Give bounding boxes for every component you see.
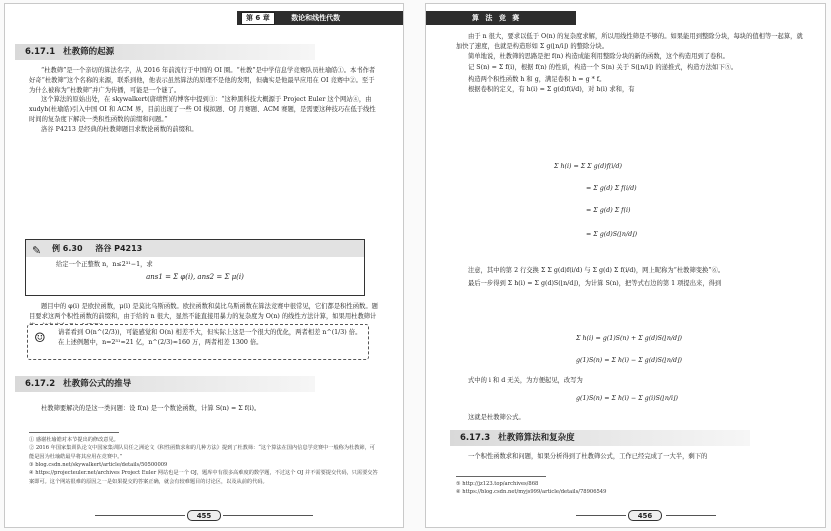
section-title: 杜教筛公式的推导: [63, 379, 132, 389]
paragraph: 由于 n 很大，要求以低于 O(n) 的复杂度求解，所以用线性筛是不够的。如果能用到整除分块，每块的值相等一起算，就加快了速度，也就是构造形如 Σ g(⌊n/i⌋) 的整除分块。: [456, 33, 803, 50]
section-title: 杜教筛的起源: [63, 47, 115, 57]
section-number: 6.17.1: [25, 47, 56, 57]
paragraph: 最后一步得到 Σ h(i) = Σ g(d)S(⌊n/d⌋)，为计算 S(n)，把等式右边的第 1 项提出来，得到: [468, 279, 722, 287]
footnote: ④ https://projecteuler.net/archives Project Euler 网站也是一个 OJ，题库中有很多高难度的数学题，不过这个 OJ 并不需要提交代码，只需要交答案即可。这个网站很难的原因之一是如果提交的答案正确，就会有较难题目的讨论区，以及从前的代码。: [29, 470, 378, 485]
divider: [223, 515, 313, 516]
footnote: ② 2016 年国家集训队论文中国家集训队员任之洲论文《积性函数求和的几种方法》提到了杜教筛：“这个算法在国内信息学竞赛中一般称为杜教筛，可能是因为杜瑜皓最早将其应用在竞赛中。”: [29, 445, 375, 460]
paragraph: 这个算法的原始出处，在 skywalkert(唐靖哲)的博客中提到③：“这种黑科技大概源于 Project Euler 这个网站④，由 xudyh(杜瑜皓)引入中国 OI 和 ACM 界，目前出现了一些 OI 模拟题、OJ 月赛题、ACM 赛题，是需要这种技巧在低于线性时间的复杂度下解决一类积性函数的前缀和问题。”: [29, 96, 376, 123]
section-number: 6.17.3: [460, 433, 491, 443]
reader-icon: ☺: [34, 331, 46, 346]
header-title: 算 法 竞 赛: [472, 14, 522, 22]
footnote-rule: [29, 432, 119, 433]
paragraph: 构造两个积性函数 h 和 g，满足卷积 h = g * f。: [468, 76, 606, 83]
example-name: 洛谷 P4213: [95, 244, 143, 253]
equation: = Σ g(d) Σ f(i/d): [586, 185, 637, 192]
paragraph: 式中的 i 和 d 无关，为方便起见，改写为: [468, 377, 583, 384]
paragraph: 注意，其中的第 2 行交换 Σ Σ g(d)f(i/d) 与 Σ g(d) Σ f(i/d)，网上昵称为“杜教筛变换”⑥。: [468, 267, 725, 274]
footnote: ③ blog.csdn.net/skywalkert/article/details/50500009: [29, 461, 168, 468]
body-text: [456, 266, 808, 289]
paragraph: 简单地说，杜教筛的思路是把 f(n) 构造成能利用整除分块的新的函数，这个构造用到了卷积。: [468, 52, 729, 60]
body-text: [456, 32, 808, 95]
divider: [666, 515, 716, 516]
page-number: 455: [187, 510, 221, 521]
example-formula: ans1 = Σ φ(i), ans2 = Σ μ(i): [146, 272, 244, 281]
note-text: 请者看到 O(n^(2/3))，可能感觉和 O(n) 相差不大，但实际上这是一个很大的优化，两者相差 n^(1/3) 倍。在上述例题中，n=2³¹≈21 亿，n^(2/3)≈160 万，两者相差 1300 倍。: [58, 329, 362, 346]
header-title: 数论和线性代数: [291, 14, 341, 22]
section-title: 杜教筛算法和复杂度: [498, 433, 575, 443]
footnote: ⑤ http://jz123.top/archives/868: [456, 481, 539, 487]
pencil-icon: ✎: [32, 244, 42, 257]
note-box: [27, 324, 369, 360]
example-statement: 给定一个正整数 n，n≤2³¹−1，求: [56, 261, 153, 268]
equation: Σ h(i) = g(1)S(n) + Σ g(d)S(⌊n/d⌋): [576, 335, 683, 342]
footnotes: [456, 480, 806, 497]
section-heading: [450, 430, 750, 446]
equation: = Σ g(d) Σ f(i): [586, 207, 631, 214]
paragraph: 洛谷 P4213 是经典的杜教筛题目求数论函数的前缀和。: [41, 125, 198, 133]
section-heading: [15, 44, 315, 60]
footnotes: [29, 436, 379, 486]
intro-text: [29, 66, 379, 134]
divider: [95, 515, 185, 516]
page-header: [426, 11, 576, 25]
chapter-label: 第 6 章: [241, 12, 275, 25]
example-label: 例 6.30: [52, 244, 83, 253]
footnote: ⑥ https://blog.csdn.net/myjs999/article/details/78906549: [456, 489, 607, 496]
right-page: [425, 3, 826, 528]
paragraph: 一个积性函数求和问题，如果分析得到了杜教筛公式，工作已经完成了一大半，剩下的: [468, 453, 708, 460]
paragraph: 这就是杜教筛公式。: [468, 414, 525, 421]
page-number: 456: [628, 510, 662, 521]
body-text: [456, 413, 808, 423]
equation: g(1)S(n) = Σ h(i) − Σ g(d)S(⌊n/d⌋): [576, 357, 683, 364]
section-number: 6.17.2: [25, 379, 56, 389]
paragraph: 杜教筛要解决的是这一类问题：设 f(n) 是一个数论函数，计算 S(n) = Σ f(i)。: [41, 405, 261, 412]
paragraph: 记 S(n) = Σ f(i)，根据 f(n) 的性质，构造一个 S(n) 关于 S(⌊n/i⌋) 的递推式，构造方法如下⑤。: [468, 64, 738, 72]
body-text: [456, 452, 808, 462]
page-header: [237, 11, 404, 25]
body-text: [456, 376, 808, 386]
divider: [576, 515, 626, 516]
equation: g(1)S(n) = Σ h(i) − Σ g(i)S(⌊n/i⌋): [576, 395, 678, 402]
paragraph: 题目中的 φ(i) 是欧拉函数，μ(i) 是莫比乌斯函数。欧拉函数和莫比乌斯函数在算法竞赛中很常见，它们都是积性函数。题目要求这两个积性函数的前缀和，由于给的 n 很大，显然不能直接用暴力的复杂度为 O(n) 的线性方法计算，如果用杜教筛计: [29, 303, 378, 320]
paragraph: 根据卷积的定义，有 h(i) = Σ g(d)f(i/d)，对 h(i) 求和，有: [468, 85, 635, 93]
body-text: [29, 404, 379, 414]
section-heading: [15, 376, 315, 392]
equation: = Σ g(d)S(⌊n/d⌋): [586, 231, 638, 238]
left-page: [4, 3, 404, 528]
example-header: [26, 240, 364, 257]
equation: Σ h(i) = Σ Σ g(d)f(i/d): [554, 163, 623, 170]
footnote-rule: [456, 476, 546, 477]
footnote: ① 感谢杜瑜皓对本节提出的修改意见。: [29, 437, 119, 443]
example-box: [25, 239, 365, 296]
paragraph: “杜教筛”是一个亲切的算法名字，从 2016 年前流行于中国的 OI 圈。“杜教”是中学信息学竞赛队员杜瑜皓①。本书作者好奇“杜教筛”这个名称的来源，联系到他，他表示虽然算法的原理不是他的发明，但确实是他最早应用在 OI 竞赛中②。至于为什么被称为“杜教筛”并广为传播，可能是一个谜了。: [29, 67, 376, 94]
